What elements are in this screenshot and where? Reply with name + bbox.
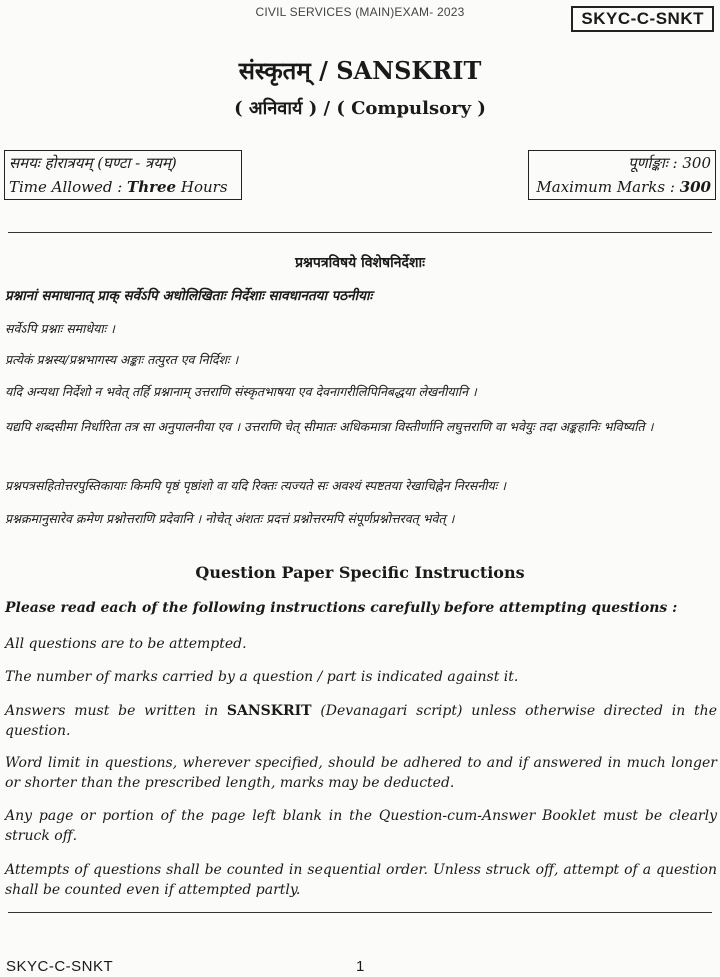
page-number: 1 — [356, 958, 365, 975]
english-instruction-2: The number of marks carried by a question / part is indicated against it. — [5, 669, 519, 685]
maximum-marks-box — [528, 150, 716, 200]
time-allowed-sanskrit: समयः होरात्रयम् (घण्टा - त्रयम्) — [9, 154, 177, 172]
maximum-marks-value: 300 — [679, 178, 711, 196]
paper-code-box: SKYC-C-SNKT — [571, 6, 714, 32]
exam-name: CIVIL SERVICES (MAIN)EXAM- 2023 — [255, 5, 465, 19]
sanskrit-instructions-lead: प्रश्नानां समाधानात् प्राक् सर्वेऽपि अधोलिखिताः निर्देशाः सावधानतया पठनीयाः — [5, 288, 373, 304]
maximum-marks-english — [533, 175, 711, 199]
sanskrit-instruction-4: यद्यपि शब्दसीमा निर्धारिता तत्र सा अनुपालनीया एव । उत्तराणि चेत् सीमातः अधिकमात्रा विस्तीर्णानि लघुत्तराणि वा भवेयुः तदा अङ्कहानिः भविष्यति । — [5, 419, 654, 434]
time-allowed-label: Time Allowed : — [9, 178, 128, 196]
time-allowed-unit: Hours — [176, 178, 228, 196]
english-instruction-3-start: Answers must be written in — [5, 703, 227, 719]
maximum-marks-sanskrit: पूर्णाङ्काः : 300 — [628, 154, 711, 172]
time-allowed-box — [4, 150, 242, 200]
english-instructions-lead: Please read each of the following instructions carefully before attempting questions : — [5, 600, 678, 616]
sanskrit-instructions-heading: प्रश्नपत्रविषये विशेषनिर्देशाः — [295, 255, 425, 271]
page-subtitle: ( अनिवार्य ) / ( Compulsory ) — [234, 98, 486, 119]
page-title: संस्कृतम् / SANSKRIT — [238, 56, 482, 85]
sanskrit-instruction-1: सर्वेऽपि प्रश्नाः समाधेयाः । — [5, 321, 115, 336]
english-instruction-6: Attempts of questions shall be counted in sequential order. Unless struck off, attempt of a question shall be counted even if attempted partly. — [5, 862, 717, 898]
english-instruction-3 — [5, 701, 717, 741]
footer-paper-code: SKYC-C-SNKT — [6, 958, 114, 975]
english-instruction-3-language: SANSKRIT — [226, 703, 312, 719]
time-allowed-english — [9, 175, 237, 199]
divider-top — [8, 232, 712, 233]
english-instruction-1: All questions are to be attempted. — [5, 636, 247, 652]
sanskrit-instruction-2: प्रत्येकं प्रश्नस्य/प्रश्नभागस्य अङ्काः तत्पुरत एव निर्दिशः । — [5, 352, 239, 367]
english-instructions-heading: Question Paper Specific Instructions — [195, 563, 525, 582]
time-allowed-value: Three — [127, 178, 177, 196]
divider-bottom — [8, 912, 712, 913]
english-instruction-5: Any page or portion of the page left blank in the Question-cum-Answer Booklet must be clearly struck off. — [5, 808, 717, 844]
english-instruction-4: Word limit in questions, wherever specified, should be adhered to and if answered in much longer or shorter than the prescribed length, marks may be deducted. — [5, 755, 717, 791]
english-instruction-3-end: (Devanagari script) unless otherwise directed in the question. — [5, 703, 717, 739]
sanskrit-instruction-5: प्रश्नपत्रसहितोत्तरपुस्तिकायाः किमपि पृष्ठं पृष्ठांशो वा यदि रिक्तः त्यज्यते सः अवश्यं स्पष्टतया रेखाचिह्नेन निरसनीयः । — [5, 478, 506, 493]
sanskrit-instruction-3: यदि अन्यथा निर्देशो न भवेत् तर्हि प्रश्नानाम् उत्तराणि संस्कृतभाषया एव देवनागरीलिपिनिबद्धया लेखनीयानि । — [5, 384, 477, 399]
sanskrit-instruction-6: प्रश्नक्रमानुसारेव क्रमेण प्रश्नोत्तराणि प्रदेवानि । नोचेत् अंशतः प्रदत्तं प्रश्नोत्तरमपि संपूर्णप्रश्नोत्तरवत् भवेत् । — [5, 511, 455, 526]
maximum-marks-label: Maximum Marks : — [536, 178, 680, 196]
